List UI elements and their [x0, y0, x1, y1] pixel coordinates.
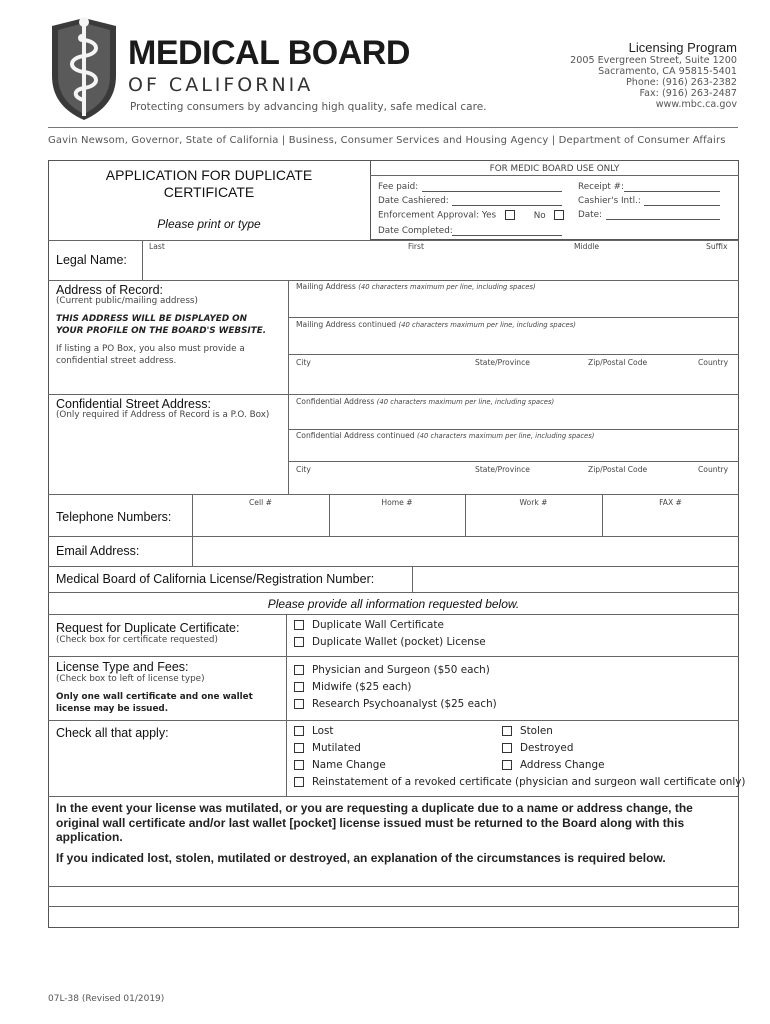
option-wall-certificate[interactable] [294, 619, 444, 631]
explanation-line-1[interactable] [49, 887, 738, 906]
fee-paid-field[interactable] [422, 191, 562, 192]
fax-caption: FAX # [659, 498, 682, 507]
col-divider [286, 614, 287, 796]
confidential-address-continued-text: Confidential Address continued [296, 431, 415, 440]
contact-block [570, 40, 737, 110]
option-wallet-license[interactable] [294, 636, 486, 648]
option-address-change[interactable] [502, 759, 604, 771]
header-divider [48, 127, 738, 128]
email-input[interactable] [194, 538, 737, 565]
stolen-checkbox[interactable] [502, 726, 512, 736]
row-divider [288, 354, 739, 355]
confidential-address-label: Confidential Street Address: [56, 397, 211, 411]
stolen-label: Stolen [520, 725, 553, 737]
col-divider [412, 566, 413, 592]
row-divider [288, 461, 739, 462]
mutilated-label: Mutilated [312, 742, 361, 754]
option-stolen[interactable] [502, 725, 553, 737]
work-caption: Work # [519, 498, 548, 507]
enforcement-yes-text: Enforcement Approval: Yes [378, 210, 497, 221]
row-divider [48, 796, 739, 797]
row-divider [48, 494, 739, 495]
physician-surgeon-label: Physician and Surgeon ($50 each) [312, 664, 490, 676]
telephone-label: Telephone Numbers: [56, 510, 172, 524]
city-caption: City [296, 465, 311, 474]
mailing-address-continued-caption [296, 320, 576, 329]
row-divider [48, 394, 289, 395]
midwife-label: Midwife ($25 each) [312, 681, 412, 693]
program-name: Licensing Program [628, 40, 737, 55]
legal-name-label: Legal Name: [56, 253, 127, 267]
check-all-label: Check all that apply: [56, 726, 169, 740]
return-notice: In the event your license was mutilated, or you are requesting a duplicate due to a name or address change, the original wall certificate and/or last wallet [pocket] license issued must be returned to the Board along with this application. [56, 801, 693, 844]
explanation-notice: If you indicated lost, stolen, mutilated or destroyed, an explanation of the circumstances is required below. [56, 851, 666, 865]
city-caption: City [296, 358, 311, 367]
po-box-note-1: If listing a PO Box, you also must provide a [56, 344, 245, 354]
date-completed-label: Date Completed: [378, 226, 453, 236]
date-field[interactable] [606, 219, 720, 220]
option-physician-surgeon[interactable] [294, 664, 490, 676]
mailing-address-text: Mailing Address [296, 282, 356, 291]
option-destroyed[interactable] [502, 742, 573, 754]
fax: Fax: (916) 263-2487 [639, 88, 737, 99]
license-number-label: Medical Board of California License/Registration Number: [56, 572, 375, 586]
request-note: (Check box for certificate requested) [56, 635, 218, 645]
destroyed-label: Destroyed [520, 742, 574, 754]
mutilated-checkbox[interactable] [294, 743, 304, 753]
lost-label: Lost [312, 725, 334, 737]
cell-caption: Cell # [249, 498, 272, 507]
row-divider [48, 280, 739, 281]
wall-certificate-checkbox[interactable] [294, 620, 304, 630]
confidential-address-text: Confidential Address [296, 397, 375, 406]
research-psychoanalyst-label: Research Psychoanalyst ($25 each) [312, 698, 497, 710]
address-line-2: Sacramento, CA 95815-5401 [598, 66, 737, 77]
mailing-address-continued-limit: (40 characters maximum per line, including spaces) [398, 321, 576, 329]
single-issue-note-2: license may be issued. [56, 704, 169, 714]
legal-name-input[interactable] [143, 252, 737, 278]
board-tagline: Protecting consumers by advancing high quality, safe medical care. [130, 101, 487, 113]
office-use-divider [370, 175, 739, 176]
zip-caption: Zip/Postal Code [588, 358, 648, 367]
first-name-caption: First [408, 242, 424, 251]
confidential-address-note: (Only required if Address of Record is a P.O. Box) [56, 410, 270, 420]
home-caption: Home # [381, 498, 413, 507]
license-type-label: License Type and Fees: [56, 660, 189, 674]
reinstatement-label: Reinstatement of a revoked certificate (physician and surgeon wall certificate only) [312, 776, 746, 788]
row-divider [48, 614, 739, 615]
destroyed-checkbox[interactable] [502, 743, 512, 753]
row-divider [48, 592, 739, 593]
single-issue-note-1: Only one wall certificate and one wallet [56, 692, 253, 702]
state-caption: State/Province [475, 465, 530, 474]
fee-paid-label: Fee paid: [378, 182, 419, 192]
row-divider [48, 720, 739, 721]
mailing-address-continued-text: Mailing Address continued [296, 320, 397, 329]
enforcement-approval-label [378, 210, 572, 221]
medical-board-logo [48, 14, 120, 122]
research-psychoanalyst-checkbox[interactable] [294, 699, 304, 709]
suffix-caption: Suffix [706, 242, 728, 251]
explanation-line-2[interactable] [49, 907, 738, 927]
confidential-address-limit: (40 characters maximum per line, including spaces) [376, 398, 555, 406]
lost-checkbox[interactable] [294, 726, 304, 736]
board-subtitle: OF CALIFORNIA [128, 74, 314, 96]
license-type-note: (Check box to left of license type) [56, 674, 205, 684]
option-mutilated[interactable] [294, 742, 361, 754]
work-phone-input[interactable] [467, 510, 600, 534]
wallet-license-checkbox[interactable] [294, 637, 304, 647]
website: www.mbc.ca.gov [655, 99, 737, 110]
info-banner: Please provide all information requested below. [267, 597, 520, 611]
date-completed-field[interactable] [452, 235, 562, 236]
option-name-change[interactable] [294, 759, 386, 771]
confidential-address-continued-limit: (40 characters maximum per line, including spaces) [417, 432, 595, 440]
option-research-psychoanalyst[interactable] [294, 698, 497, 710]
enforcement-yes-checkbox[interactable] [505, 210, 515, 220]
mailing-address-continued-input[interactable] [290, 332, 737, 352]
state-caption: State/Province [475, 358, 530, 367]
row-divider [48, 240, 739, 241]
confidential-address-input[interactable] [290, 408, 737, 428]
wall-certificate-label: Duplicate Wall Certificate [312, 619, 444, 631]
date-cashiered-label: Date Cashiered: [378, 196, 449, 206]
reinstatement-checkbox[interactable] [294, 777, 304, 787]
country-caption: Country [698, 358, 729, 367]
mailing-address-input[interactable] [290, 294, 737, 316]
name-change-label: Name Change [312, 759, 386, 771]
form-code: 07L-38 (Revised 01/2019) [48, 994, 165, 1004]
form-title-line-1: APPLICATION FOR DUPLICATE [105, 167, 313, 183]
row-divider [48, 566, 739, 567]
mailing-address-caption [296, 282, 536, 291]
license-number-input[interactable] [414, 568, 737, 590]
date-cashiered-field[interactable] [452, 205, 562, 206]
request-label: Request for Duplicate Certificate: [56, 621, 240, 635]
confidential-address-continued-input[interactable] [290, 442, 737, 460]
row-divider [288, 394, 739, 395]
receipt-field[interactable] [624, 191, 720, 192]
row-divider [48, 656, 739, 657]
address-warning-1: THIS ADDRESS WILL BE DISPLAYED ON [56, 314, 248, 324]
option-lost[interactable] [294, 725, 333, 737]
home-phone-input[interactable] [331, 510, 463, 534]
confidential-address-continued-caption [296, 431, 594, 440]
enforcement-no-checkbox[interactable] [554, 210, 564, 220]
address-change-label: Address Change [520, 759, 605, 771]
wallet-license-label: Duplicate Wallet (pocket) License [312, 636, 486, 648]
country-caption: Country [698, 465, 729, 474]
po-box-note-2: confidential street address. [56, 356, 177, 366]
office-use-heading: FOR MEDIC BOARD USE ONLY [489, 164, 620, 174]
receipt-label: Receipt #: [578, 182, 624, 192]
enforcement-no-text: No [533, 210, 546, 221]
option-midwife[interactable] [294, 681, 412, 693]
confidential-address-caption [296, 397, 554, 406]
row-divider [288, 429, 739, 430]
cashier-intl-field[interactable] [644, 205, 720, 206]
government-line: Gavin Newsom, Governor, State of California | Business, Consumer Services and Housing Agency | Department of Consumer Affairs [48, 135, 726, 146]
address-of-record-label: Address of Record: [56, 283, 163, 297]
cell-phone-input[interactable] [194, 510, 327, 534]
name-change-checkbox[interactable] [294, 760, 304, 770]
row-divider [48, 536, 739, 537]
option-reinstatement[interactable] [294, 776, 745, 788]
address-change-checkbox[interactable] [502, 760, 512, 770]
zip-caption: Zip/Postal Code [588, 465, 648, 474]
cashier-intl-label: Cashier's Intl.: [578, 196, 641, 206]
confidential-city-state-zip-input[interactable] [290, 476, 737, 493]
address-of-record-note: (Current public/mailing address) [56, 296, 198, 306]
fax-number-input[interactable] [604, 510, 737, 534]
midwife-checkbox[interactable] [294, 682, 304, 692]
last-name-caption: Last [149, 242, 165, 251]
address-warning-2: YOUR PROFILE ON THE BOARD'S WEBSITE. [56, 326, 267, 336]
middle-name-caption: Middle [574, 242, 600, 251]
mailing-city-state-zip-input[interactable] [290, 370, 737, 392]
phone: Phone: (916) 263-2382 [625, 77, 737, 88]
physician-surgeon-checkbox[interactable] [294, 665, 304, 675]
board-title: MEDICAL BOARD [128, 34, 410, 72]
address-line-1: 2005 Evergreen Street, Suite 1200 [570, 55, 737, 66]
mailing-address-limit: (40 characters maximum per line, including spaces) [358, 283, 536, 291]
print-note: Please print or type [157, 217, 261, 231]
form-title-line-2: CERTIFICATE [163, 184, 255, 200]
row-divider [288, 317, 739, 318]
date-label: Date: [578, 210, 602, 220]
email-label: Email Address: [56, 544, 140, 558]
